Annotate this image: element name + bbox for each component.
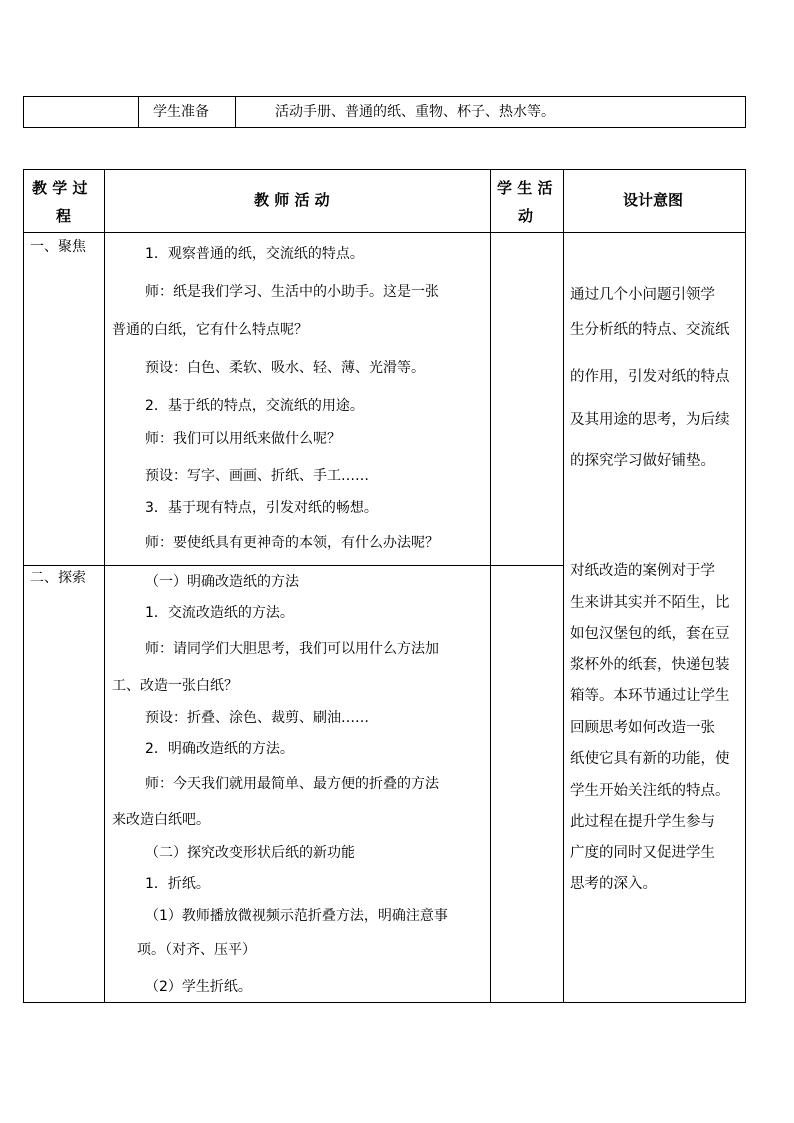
prep-border-top [23,96,746,97]
teacher-line: 1．折纸。 [145,876,210,892]
prep-divider-1 [138,96,139,128]
intent-line: 生分析纸的特点、交流纸 [570,322,730,338]
table-border-left [23,169,24,1003]
intent-line: 浆杯外的纸套，快递包装 [570,657,730,673]
teacher-line: 预设：折叠、涂色、裁剪、刷油…… [145,710,369,726]
table-border-top [23,169,746,170]
intent-line: 的探究学习做好铺垫。 [570,453,715,469]
table-col-divider-2 [490,169,491,1003]
teacher-line: （2）学生折纸。 [145,979,252,995]
teacher-line: （二）探究改变形状后纸的新功能 [145,845,355,861]
header-student-line1: 学 生 活 [497,179,553,197]
teacher-line: （1）教师播放微视频示范折叠方法，明确注意事 [145,908,448,924]
teacher-line: 1．观察普通的纸，交流纸的特点。 [145,246,364,262]
intent-line: 生来讲其实并不陌生，比 [570,595,730,611]
header-teacher-activity: 教 师 活 动 [254,191,330,209]
teacher-line: （一）明确改造纸的方法 [145,574,299,590]
intent-line: 如包汉堡包的纸，套在豆 [570,626,730,642]
header-process-line2: 程 [56,207,72,225]
intent-line: 及其用途的思考，为后续 [570,412,730,428]
teacher-line: 预设：写字、画画、折纸、手工…… [145,468,369,484]
teacher-line: 2．基于纸的特点，交流纸的用途。 [145,398,364,414]
prep-border-bottom [23,127,746,128]
stage-label-focus: 一、聚焦 [30,239,86,255]
teacher-line: 项。（对齐、压平） [137,942,256,958]
header-design-intent: 设计意图 [623,191,684,209]
table-col-divider-3 [563,169,564,1003]
teacher-line: 2．明确改造纸的方法。 [145,741,294,757]
intent-line: 对纸改造的案例对于学 [570,563,715,579]
teacher-line: 师：我们可以用纸来做什么呢？ [145,431,341,447]
intent-line: 纸使它具有新的功能，使 [570,751,730,767]
intent-line: 思考的深入。 [570,876,657,892]
intent-line: 通过几个小问题引领学 [570,287,715,303]
intent-line: 回顾思考如何改造一张 [570,720,715,736]
teacher-line: 普通的白纸，它有什么特点呢？ [112,322,308,338]
teacher-line: 工、改造一张白纸？ [112,678,238,694]
prep-border-right [745,96,746,128]
teacher-line: 师：今天我们就用最简单、最方便的折叠的方法 [145,776,439,792]
header-process-line1: 教 学 过 [32,179,88,197]
intent-line: 此过程在提升学生参与 [570,814,715,830]
teacher-line: 1．交流改造纸的方法。 [145,605,294,621]
prep-label: 学生准备 [153,104,209,120]
header-student-line2: 动 [518,207,534,225]
table-border-bottom [23,1002,746,1003]
intent-line: 的作用，引发对纸的特点 [570,369,730,385]
intent-line: 广度的同时又促进学生 [570,845,715,861]
intent-line: 学生开始关注纸的特点。 [570,783,730,799]
stage-label-explore: 二、探索 [30,570,86,586]
prep-border-left [23,96,24,128]
teacher-line: 师：要使纸具有更神奇的本领，有什么办法呢？ [145,535,439,551]
prep-divider-2 [235,96,236,128]
teacher-line: 师：纸是我们学习、生活中的小助手。这是一张 [145,284,439,300]
teacher-line: 3．基于现有特点，引发对纸的畅想。 [145,500,378,516]
table-header-rule [23,232,746,233]
table-border-right [745,169,746,1003]
teacher-line: 来改造白纸吧。 [112,812,210,828]
teacher-line: 师：请同学们大胆思考，我们可以用什么方法加 [145,641,439,657]
teacher-line: 预设：白色、柔软、吸水、轻、薄、光滑等。 [145,360,425,376]
intent-line: 箱等。本环节通过让学生 [570,688,730,704]
prep-value: 活动手册、普通的纸、重物、杯子、热水等。 [275,104,555,120]
table-col-divider-1 [104,169,105,1003]
